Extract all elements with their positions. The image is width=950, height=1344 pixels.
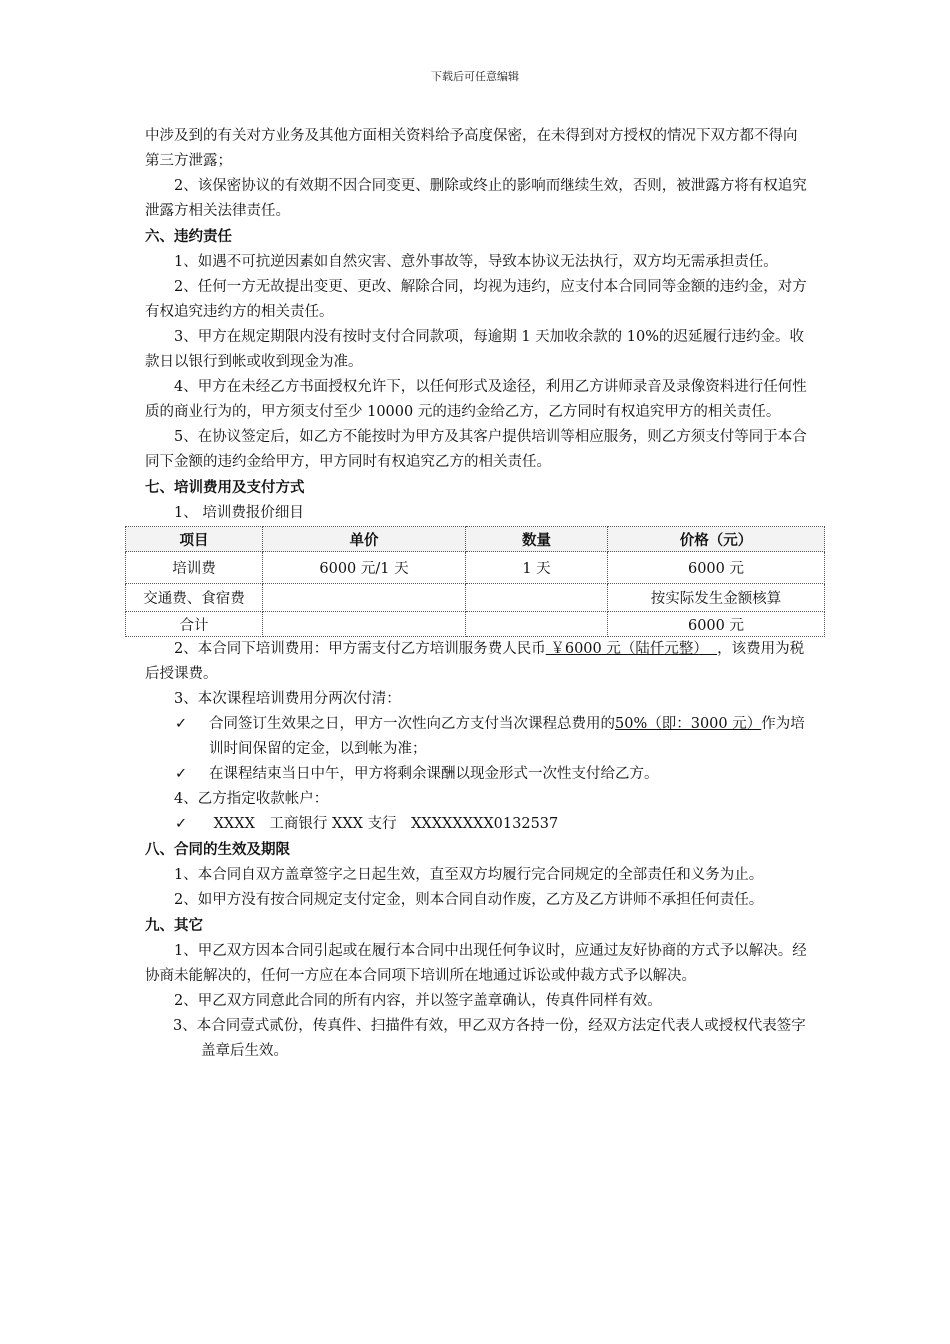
check-item-text: [209, 712, 809, 762]
clause-7-2-text: 2、本合同下培训费用：甲方需支付乙方培训服务费人民币: [174, 641, 546, 657]
clause-6-3: 3、甲方在规定期限内没有按时支付合同款项，每逾期 1 天加收余款的 10%的迟延履行违约金。收款日以银行到帐或收到现金为准。: [145, 329, 805, 370]
table-cell: [466, 584, 608, 612]
table-cell: 1 天: [466, 552, 608, 584]
table-cell: 培训费: [126, 552, 263, 584]
clause-7-2-tail: ，该费用为税后授课费。: [145, 641, 805, 682]
clause-6-5: 5、在协议签定后，如乙方不能按时为甲方及其客户提供培训等相应服务，则乙方须支付等同于本合同下金额的违约金给甲方，甲方同时有权追究乙方的相关责任。: [145, 429, 807, 470]
clause-6-4: 4、甲方在未经乙方书面授权允许下，以任何形式及途径，利用乙方讲师录音及录像资料进行任何性质的商业行为的，甲方须支付至少 10000 元的违约金给乙方，乙方同时有权追究甲方的相关责任。: [145, 379, 807, 420]
table-cell: 6000 元: [608, 552, 825, 584]
table-cell: 合计: [126, 612, 263, 637]
clause-7-3: 3、本次课程培训费用分两次付清：: [174, 691, 401, 707]
clause-7-2: [145, 637, 809, 687]
page-header: 下载后可任意编辑: [431, 70, 519, 83]
column-header: 数量: [466, 527, 608, 552]
section-heading-9: 九、其它: [145, 918, 203, 934]
check1-tail: 作为培训时间保留的定金，以到帐为准；: [209, 716, 805, 757]
fee-table: [125, 526, 825, 637]
table-cell: [466, 612, 608, 637]
table-cell: 交通费、食宿费: [126, 584, 263, 612]
clause-8-2: 2、如甲方没有按合同规定支付定金，则本合同自动作废，乙方及乙方讲师不承担任何责任。: [174, 892, 764, 908]
clause-7-4: 4、乙方指定收款帐户：: [174, 791, 329, 807]
section-heading-8: 八、合同的生效及期限: [145, 842, 290, 858]
table-cell: 6000 元: [608, 612, 825, 637]
clause-9-1: 1、甲乙双方因本合同引起或在履行本合同中出现任何争议时，应通过友好协商的方式予以解决。经协商未能解决的，任何一方应在本合同项下培训所在地通过诉讼或仲裁方式予以解决。: [145, 943, 807, 984]
table-cell: [263, 612, 466, 637]
check2-text: 在课程结束当日中午，甲方将剩余课酬以现金形式一次性支付给乙方。: [209, 766, 659, 782]
clause-9-3: 3、本合同壹式贰份，传真件、扫描件有效，甲乙双方各持一份，经双方法定代表人或授权代表签字盖章后生效。: [173, 1018, 806, 1059]
table-cell: 按实际发生金额核算: [608, 584, 825, 612]
clause-6-2: 2、任何一方无故提出变更、更改、解除合同，均视为违约，应支付本合同同等金额的违约金，对方有权追究违约方的相关责任。: [145, 279, 807, 320]
check-item: [145, 812, 809, 837]
clause-6-1: 1、如遇不可抗逆因素如自然灾害、意外事故等，导致本协议无法执行，双方均无需承担责任。: [174, 254, 778, 270]
table-row: [126, 584, 825, 612]
checkmark-icon: ✓: [175, 716, 188, 732]
table-cell: 6000 元/1 天: [263, 552, 466, 584]
table-header-row: [126, 527, 825, 552]
table-row: [126, 552, 825, 584]
section-heading-7: 七、培训费用及支付方式: [145, 480, 305, 496]
checkmark-icon: ✓: [175, 816, 188, 832]
check-item: [145, 762, 809, 787]
column-header: 价格（元）: [608, 527, 825, 552]
check-item: [145, 712, 809, 762]
table-caption: 1、 培训费报价细目: [174, 505, 304, 521]
paragraph-confidentiality-2: 2、该保密协议的有效期不因合同变更、删除或终止的影响而继续生效，否则，被泄露方将有权追究泄露方相关法律责任。: [145, 178, 807, 219]
check1-text: 合同签订生效果之日，甲方一次性向乙方支付当次课程总费用的: [209, 716, 615, 732]
deposit-amount: 50%（即：3000 元）: [615, 716, 762, 732]
table-row: [126, 612, 825, 637]
clause-8-1: 1、本合同自双方盖章签字之日起生效，直至双方均履行完合同规定的全部责任和义务为止。: [174, 867, 764, 883]
clause-9-2: 2、甲乙双方同意此合同的所有内容，并以签字盖章确认，传真件同样有效。: [174, 993, 662, 1009]
document-body: [145, 124, 809, 1064]
column-header: 项目: [126, 527, 263, 552]
fee-amount: ￥6000 元（陆仟元整）: [545, 641, 718, 657]
section-heading-6: 六、违约责任: [145, 229, 232, 245]
paragraph-continuation: 中涉及到的有关对方业务及其他方面相关资料给予高度保密，在未得到对方授权的情况下双方都不得向第三方泄露；: [145, 128, 798, 169]
table-cell: [263, 584, 466, 612]
column-header: 单价: [263, 527, 466, 552]
bank-account: XXXX 工商银行 XXX 支行 XXXXXXXX0132537: [209, 816, 559, 832]
checkmark-icon: ✓: [175, 766, 188, 782]
